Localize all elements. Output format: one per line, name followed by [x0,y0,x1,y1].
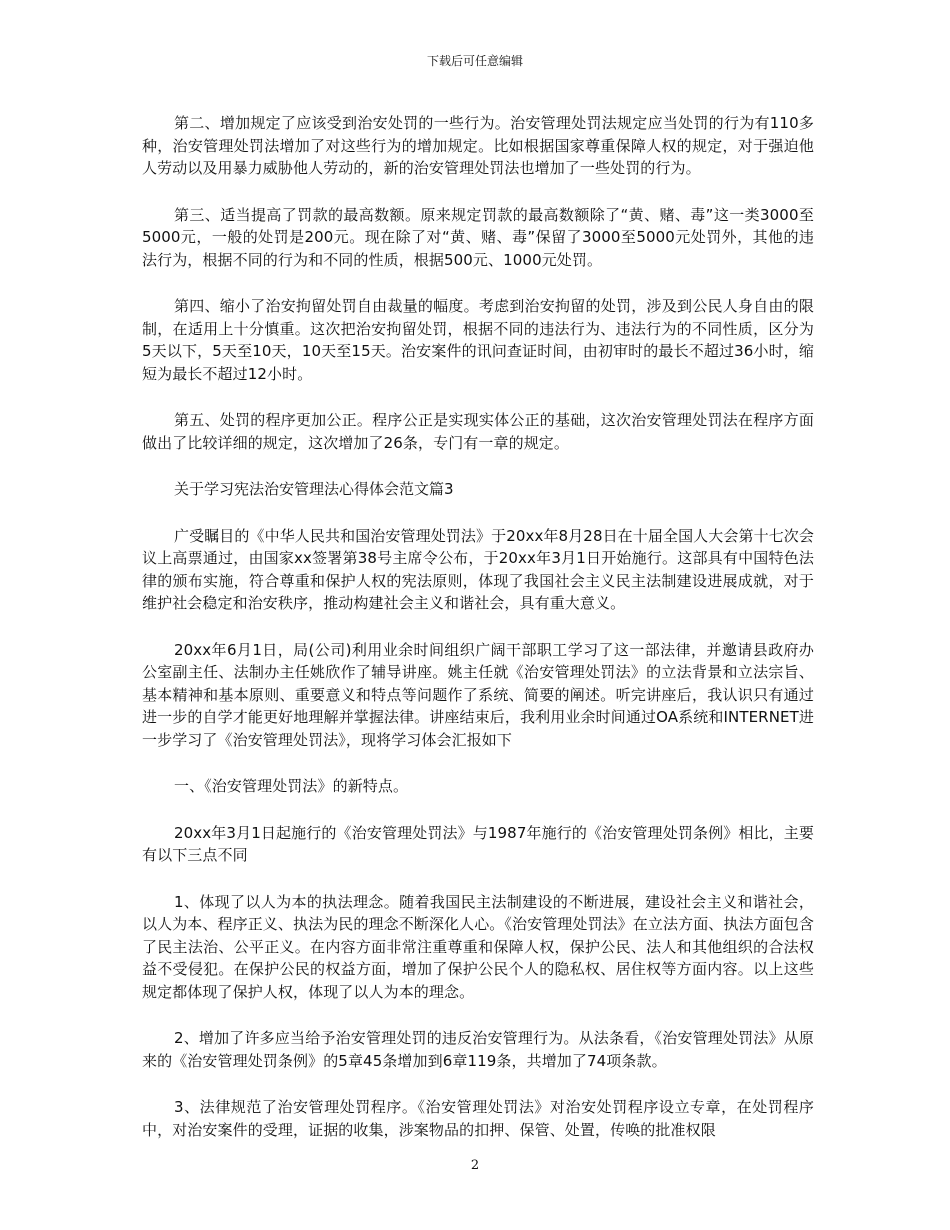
paragraph-new-features-heading: 一、《治安管理处罚法》的新特点。 [174,777,409,795]
paragraph-law-adoption: 广受瞩目的《中华人民共和国治安管理处罚法》于20xx年8月28日在十届全国人大会第十七次会议上高票通过，由国家xx签署第38号主席令公布，于20xx年3月1日开始施行。这部具有中国特色法律的颁布实施，符合尊重和保护人权的宪法原则，体现了我国社会主义民主法制建设进展成就，对于维护社会稳定和治安秩序，推动构建社会主义和谐社会，具有重大意义。 [142,526,814,612]
paragraph-fourth-point: 第四、缩小了治安拘留处罚自由裁量的幅度。考虑到治安拘留的处罚，涉及到公民人身自由的限制，在适用上十分慎重。这次把治安拘留处罚，根据不同的违法行为、违法行为的不同性质，区分为5天以下，5天至10天，10天至15天。治安案件的讯问查证时间，由初审时的最长不超过36小时，缩短为最长不超过12小时。 [142,297,814,383]
paragraph-second-point: 第二、增加规定了应该受到治安处罚的一些行为。治安管理处罚法规定应当处罚的行为有110多种，治安管理处罚法增加了对这些行为的增加规定。比如根据国家尊重保障人权的规定，对于强迫他人劳动以及用暴力威胁他人劳动的，新的治安管理处罚法也增加了一些处罚的行为。 [142,114,814,177]
paragraph-fifth-point: 第五、处罚的程序更加公正。程序公正是实现实体公正的基础，这次治安管理处罚法在程序方面做出了比较详细的规定，这次增加了26条，专门有一章的规定。 [142,411,814,452]
page-header: 下载后可任意编辑 [426,54,523,68]
page-number: 2 [470,1158,480,1173]
document-body [142,112,814,1165]
section-title-article-3: 关于学习宪法治安管理法心得体会范文篇3 [174,480,454,498]
paragraph-point-1: 1、体现了以人为本的执法理念。随着我国民主法制建设的不断进展，建设社会主义和谐社会，以人为本、程序正义、执法为民的理念不断深化人心。《治安管理处罚法》在立法方面、执法方面包含了民主法治、公平正义。在内容方面非常注重尊重和保障人权，保护公民、法人和其他组织的合法权益不受侵犯。在保护公民的权益方面，增加了保护公民个人的隐私权、居住权等方面内容。以上这些规定都体现了保护人权，体现了以人为本的理念。 [142,892,815,1001]
paragraph-point-2: 2、增加了许多应当给予治安管理处罚的违反治安管理行为。从法条看，《治安管理处罚法》从原来的《治安管理处罚条例》的5章45条增加到6章119条，共增加了74项条款。 [142,1029,814,1070]
paragraph-study-session: 20xx年6月1日，局(公司)利用业余时间组织广阔干部职工学习了这一部法律，并邀请县政府办公室副主任、法制办主任姚欣作了辅导讲座。姚主任就《治安管理处罚法》的立法背景和立法宗旨、基本精神和基本原则、重要意义和特点等问题作了系统、简要的阐述。听完讲座后，我认识只有通过进一步的自学才能更好地理解并掌握法律。讲座结束后，我利用业余时间通过OA系统和INTERNET进一步学习了《治安管理处罚法》，现将学习体会汇报如下 [142,640,814,749]
paragraph-point-3: 3、法律规范了治安管理处罚程序。《治安管理处罚法》对治安处罚程序设立专章，在处罚程序中，对治安案件的受理，证据的收集，涉案物品的扣押、保管、处置，传唤的批准权限 [142,1098,814,1139]
paragraph-comparison-intro: 20xx年3月1日起施行的《治安管理处罚法》与1987年施行的《治安管理处罚条例》相比，主要有以下三点不同 [142,823,814,864]
paragraph-third-point: 第三、适当提高了罚款的最高数额。原来规定罚款的最高数额除了“黄、赌、毒”这一类3000至5000元，一般的处罚是200元。现在除了对“黄、赌、毒”保留了3000至5000元处罚外，其他的违法行为，根据不同的行为和不同的性质，根据500元、1000元处罚。 [142,205,814,269]
